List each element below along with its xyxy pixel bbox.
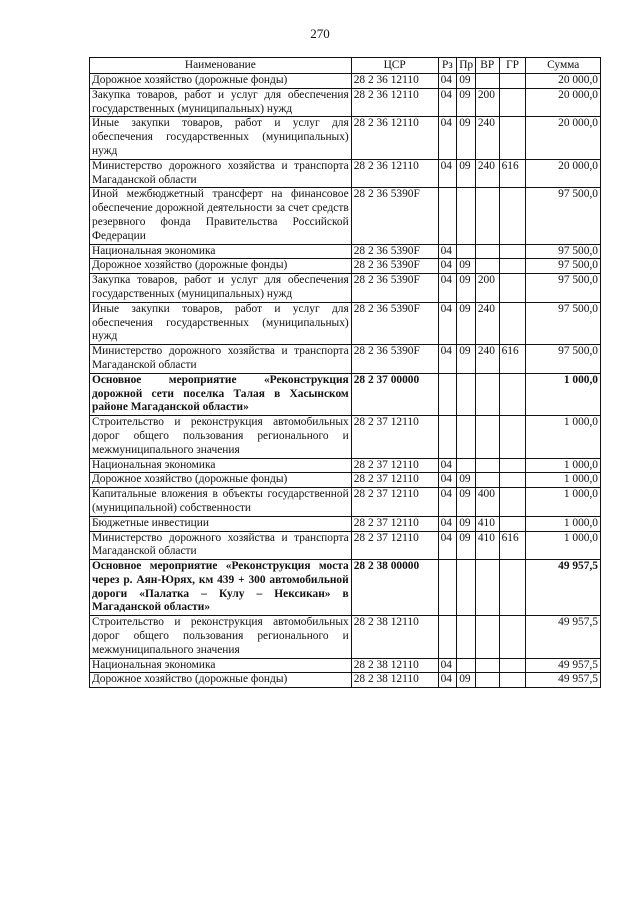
cell-rz: [438, 373, 457, 415]
cell-pr: 09: [457, 117, 476, 159]
cell-pr: 09: [457, 159, 476, 188]
cell-vr: [475, 458, 499, 473]
cell-name: Национальная экономика: [90, 458, 352, 473]
cell-name: Иные закупки товаров, работ и услуг для обеспечения государственных (муниципальных) нужд: [90, 117, 352, 159]
cell-sum: 1 000,0: [526, 373, 601, 415]
cell-sum: 20 000,0: [526, 159, 601, 188]
table-row: [90, 488, 601, 517]
cell-rz: 04: [438, 244, 457, 259]
cell-vr: 200: [475, 88, 499, 117]
cell-vr: 410: [475, 516, 499, 531]
table-row: [90, 302, 601, 344]
cell-vr: 240: [475, 302, 499, 344]
cell-sum: 97 500,0: [526, 345, 601, 374]
cell-csr: 28 2 37 12110: [351, 416, 438, 458]
table-row: [90, 117, 601, 159]
cell-rz: 04: [438, 117, 457, 159]
cell-sum: 49 957,5: [526, 616, 601, 658]
cell-vr: [475, 259, 499, 274]
table-row: [90, 616, 601, 658]
cell-rz: 04: [438, 302, 457, 344]
cell-gr: [499, 244, 526, 259]
cell-gr: [499, 259, 526, 274]
cell-name: Дорожное хозяйство (дорожные фонды): [90, 473, 352, 488]
table-row: [90, 188, 601, 244]
cell-gr: 616: [499, 159, 526, 188]
cell-vr: [475, 373, 499, 415]
cell-vr: 400: [475, 488, 499, 517]
table-row: [90, 159, 601, 188]
header-pr: Пр: [457, 58, 476, 74]
cell-vr: [475, 188, 499, 244]
cell-vr: [475, 416, 499, 458]
cell-pr: 09: [457, 673, 476, 688]
cell-sum: 49 957,5: [526, 560, 601, 616]
cell-name: Министерство дорожного хозяйства и транспорта Магаданской области: [90, 345, 352, 374]
cell-gr: [499, 458, 526, 473]
cell-csr: 28 2 38 12110: [351, 616, 438, 658]
cell-name: Национальная экономика: [90, 244, 352, 259]
cell-gr: [499, 473, 526, 488]
cell-sum: 97 500,0: [526, 259, 601, 274]
cell-gr: 616: [499, 345, 526, 374]
table-row: [90, 416, 601, 458]
cell-pr: 09: [457, 488, 476, 517]
cell-csr: 28 2 36 12110: [351, 117, 438, 159]
cell-vr: [475, 473, 499, 488]
header-gr: ГР: [499, 58, 526, 74]
cell-pr: 09: [457, 516, 476, 531]
cell-csr: 28 2 37 12110: [351, 531, 438, 560]
cell-csr: 28 2 37 12110: [351, 458, 438, 473]
cell-name: Дорожное хозяйство (дорожные фонды): [90, 74, 352, 89]
cell-pr: 09: [457, 531, 476, 560]
table-row: [90, 88, 601, 117]
cell-gr: [499, 616, 526, 658]
cell-name: Иные закупки товаров, работ и услуг для обеспечения государственных (муниципальных) нужд: [90, 302, 352, 344]
cell-vr: [475, 658, 499, 673]
cell-vr: 240: [475, 345, 499, 374]
cell-rz: 04: [438, 345, 457, 374]
cell-rz: [438, 616, 457, 658]
cell-pr: 09: [457, 74, 476, 89]
cell-name: Основное мероприятие «Реконструкция дорожной сети поселка Талая в Хасынском районе Магаданской области»: [90, 373, 352, 415]
cell-rz: 04: [438, 458, 457, 473]
cell-gr: [499, 416, 526, 458]
table-row: [90, 244, 601, 259]
cell-sum: 1 000,0: [526, 458, 601, 473]
cell-pr: [457, 373, 476, 415]
cell-rz: 04: [438, 74, 457, 89]
table-row: [90, 473, 601, 488]
cell-pr: 09: [457, 302, 476, 344]
cell-rz: [438, 560, 457, 616]
cell-vr: 240: [475, 159, 499, 188]
cell-sum: 1 000,0: [526, 488, 601, 517]
cell-rz: 04: [438, 473, 457, 488]
cell-sum: 49 957,5: [526, 658, 601, 673]
cell-pr: [457, 616, 476, 658]
cell-csr: 28 2 38 12110: [351, 658, 438, 673]
cell-sum: 1 000,0: [526, 473, 601, 488]
table-row: [90, 531, 601, 560]
cell-csr: 28 2 36 5390F: [351, 188, 438, 244]
cell-gr: [499, 117, 526, 159]
header-vr: ВР: [475, 58, 499, 74]
cell-sum: 20 000,0: [526, 117, 601, 159]
cell-name: Строительство и реконструкция автомобильных дорог общего пользования регионального и межмуниципального значения: [90, 416, 352, 458]
cell-name: Министерство дорожного хозяйства и транспорта Магаданской области: [90, 531, 352, 560]
cell-pr: 09: [457, 345, 476, 374]
cell-vr: [475, 673, 499, 688]
cell-vr: 240: [475, 117, 499, 159]
cell-gr: [499, 88, 526, 117]
cell-rz: 04: [438, 658, 457, 673]
cell-pr: [457, 188, 476, 244]
page-number: 270: [310, 26, 330, 41]
cell-name: Министерство дорожного хозяйства и транспорта Магаданской области: [90, 159, 352, 188]
cell-name: Бюджетные инвестиции: [90, 516, 352, 531]
cell-gr: 616: [499, 531, 526, 560]
cell-csr: 28 2 37 00000: [351, 373, 438, 415]
cell-name: Иной межбюджетный трансферт на финансовое обеспечение дорожной деятельности за счет средств резервного фонда Правительства Российской Федерации: [90, 188, 352, 244]
cell-csr: 28 2 38 00000: [351, 560, 438, 616]
cell-sum: 97 500,0: [526, 244, 601, 259]
cell-sum: 20 000,0: [526, 74, 601, 89]
cell-csr: 28 2 36 12110: [351, 74, 438, 89]
cell-pr: 09: [457, 259, 476, 274]
cell-name: Закупка товаров, работ и услуг для обеспечения государственных (муниципальных) нужд: [90, 274, 352, 303]
cell-sum: 1 000,0: [526, 416, 601, 458]
cell-rz: 04: [438, 673, 457, 688]
cell-vr: 200: [475, 274, 499, 303]
cell-csr: 28 2 36 5390F: [351, 302, 438, 344]
cell-csr: 28 2 37 12110: [351, 516, 438, 531]
cell-name: Строительство и реконструкция автомобильных дорог общего пользования регионального и межмуниципального значения: [90, 616, 352, 658]
cell-sum: 1 000,0: [526, 531, 601, 560]
header-row: [90, 58, 601, 74]
cell-name: Национальная экономика: [90, 658, 352, 673]
cell-pr: [457, 244, 476, 259]
table-row: [90, 259, 601, 274]
table-row: [90, 458, 601, 473]
cell-vr: [475, 244, 499, 259]
cell-gr: [499, 516, 526, 531]
cell-sum: 20 000,0: [526, 88, 601, 117]
cell-vr: 410: [475, 531, 499, 560]
cell-rz: 04: [438, 259, 457, 274]
cell-csr: 28 2 36 12110: [351, 88, 438, 117]
cell-gr: [499, 74, 526, 89]
header-sum: Сумма: [526, 58, 601, 74]
cell-sum: 49 957,5: [526, 673, 601, 688]
cell-rz: 04: [438, 159, 457, 188]
cell-sum: 97 500,0: [526, 274, 601, 303]
cell-pr: [457, 416, 476, 458]
table-row: [90, 373, 601, 415]
table-row: [90, 560, 601, 616]
header-rz: Рз: [438, 58, 457, 74]
cell-csr: 28 2 36 5390F: [351, 259, 438, 274]
cell-gr: [499, 274, 526, 303]
cell-gr: [499, 560, 526, 616]
cell-csr: 28 2 36 12110: [351, 159, 438, 188]
cell-gr: [499, 488, 526, 517]
cell-name: Основное мероприятие «Реконструкция моста через р. Аян-Юрях, км 439 + 300 автомобильной дороги «Палатка – Кулу – Нексикан» в Магаданской области»: [90, 560, 352, 616]
cell-vr: [475, 74, 499, 89]
table-row: [90, 74, 601, 89]
table-row: [90, 345, 601, 374]
cell-pr: [457, 458, 476, 473]
cell-sum: 1 000,0: [526, 516, 601, 531]
cell-rz: 04: [438, 274, 457, 303]
cell-gr: [499, 373, 526, 415]
cell-gr: [499, 658, 526, 673]
budget-table: [89, 57, 601, 688]
cell-rz: 04: [438, 516, 457, 531]
cell-gr: [499, 188, 526, 244]
cell-pr: [457, 560, 476, 616]
table-row: [90, 673, 601, 688]
cell-sum: 97 500,0: [526, 188, 601, 244]
cell-rz: 04: [438, 488, 457, 517]
cell-sum: 97 500,0: [526, 302, 601, 344]
cell-csr: 28 2 37 12110: [351, 473, 438, 488]
cell-rz: 04: [438, 88, 457, 117]
cell-vr: [475, 560, 499, 616]
cell-csr: 28 2 36 5390F: [351, 345, 438, 374]
cell-name: Закупка товаров, работ и услуг для обеспечения государственных (муниципальных) нужд: [90, 88, 352, 117]
cell-gr: [499, 302, 526, 344]
cell-rz: [438, 188, 457, 244]
table-row: [90, 658, 601, 673]
cell-name: Дорожное хозяйство (дорожные фонды): [90, 259, 352, 274]
cell-csr: 28 2 36 5390F: [351, 274, 438, 303]
cell-pr: [457, 658, 476, 673]
cell-csr: 28 2 37 12110: [351, 488, 438, 517]
cell-pr: 09: [457, 473, 476, 488]
header-name: Наименование: [90, 58, 352, 74]
cell-vr: [475, 616, 499, 658]
table-body: [90, 74, 601, 688]
cell-csr: 28 2 36 5390F: [351, 244, 438, 259]
cell-name: Дорожное хозяйство (дорожные фонды): [90, 673, 352, 688]
table-row: [90, 274, 601, 303]
cell-rz: 04: [438, 531, 457, 560]
cell-pr: 09: [457, 88, 476, 117]
cell-csr: 28 2 38 12110: [351, 673, 438, 688]
header-csr: ЦСР: [351, 58, 438, 74]
cell-pr: 09: [457, 274, 476, 303]
cell-gr: [499, 673, 526, 688]
cell-rz: [438, 416, 457, 458]
cell-name: Капитальные вложения в объекты государственной (муниципальной) собственности: [90, 488, 352, 517]
table-row: [90, 516, 601, 531]
